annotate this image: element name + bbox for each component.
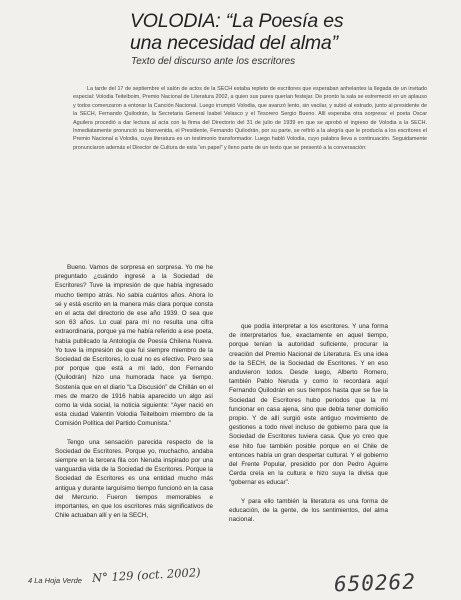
title-line-1: VOLODIA: “La Poesía es (130, 10, 344, 32)
left-column (55, 263, 213, 529)
title-line-2: una necesidad del alma” (130, 32, 338, 54)
right-paragraph-1: que podía interpretar a los escritores. Y una forma de interpretarlos fue, exactamente en aquel tiempo, porque tenían la autoridad suficiente, procurar la creación del Premio Nacional de Literatura. Es una idea de la SECH, de la Sociedad de Escritores. Y en eso anduvieron todos. Desde luego, Alberto Romero, también Pablo Neruda y como lo recordara aquí Fernando Quilodrán en sus tiempos hasta que se fue la Sociedad de Escritores hubo periodos que la mí funcionar en casa ajena, sino que debía tener domicilio propio. Y de allí surgió este antiguo movimiento de gestiones a todo nivel incluso de gobierno para que la Sociedad de Escritores tuviera casa. Que yo creo que ese hito fue también posible porque en el Chile de entonces había un gran despertar cultural. Y el gobierno del Frente Popular, presidido por don Pedro Aguirre Cerda creía en la cultura e hizo suya la divisa que “gobernar es educar”. (229, 323, 388, 487)
left-paragraph-1: Bueno. Vamos de sorpresa en sorpresa. Yo me he preguntado ¿cuándo ingresé a la Sociedad de Escritores? Tuve la impresión de que había ingresado mucho tiempo atrás. No sabía cuántos años. Ahora lo sé y está escrito en la manera más clara porque consta en el acta del directorio de ese año 1939. O sea que son 63 años. Lo cual para mí no resulta una cifra extraordinaria, porque ya me había referido a ese poeta, había publicado la Antología de Poesía Chilena Nueva. Yo tuve la impresión de que fui siempre miembro de la Sociedad de Escritores, lo cual no es efectivo. Pero sea por porque que está a mi lado, don Fernando (Quilodrán) hizo una humorada hace ya tiempo. Sostenía que en el diario “La Discusión” de Chillán en el mes de marzo de 1916 había aparecido un algo así como la vida social, la noticia siguiente: “Ayer nació en esta ciudad Valentín Volodia Teitelboim miembro de la Comisión Política del Partido Comunista.” (55, 264, 213, 428)
right-paragraph-2: Y para ello también la literatura es una forma de educación, de la gente, de los sentimientos, del alma nacional. (229, 497, 388, 524)
article-title (130, 10, 430, 54)
right-column (229, 322, 388, 533)
intro-paragraph: La tarde del 17 de septiembre el salón de actos de la SECH estaba repleto de escritores que esperaban anhelantes la llegada de un invitado especial: Volodia Teitelboim, Premio Nacional de Literatura 2002, a quien sus pares querían festejar. De pronto la sala se estremeció en un aplauso y todos comenzaron a entonar la Canción Nacional. Luego irrumpió Volodia, que avanzó lento, sin vacilar, y subió al estrado, junto al presidente de la SECH, Fernando Quilodrán, la Secretaria General Isabel Velasco y el Tesorero Sergio Bueno. Allí esperaba otra sorpresa: el poeta Oscar Aguilera procedió a dar lectura al acta con la firma del Directorio del 31 de julio de 1939 en que se aprobó el ingreso de Volodia a la SECH. Inmediatamente pronunció su bienvenida, el Presidente, Fernando Quilodrán, por su parte, se refirió a la alegría que le producía a los escritores el Premio Nacional a Volodia, cuya literatura es un testimonio transformador. Luego habló Volodia, cuyo palabra lleva a continuación. Seguidamente pronunciaron además el Director de Cultura de esta “en papel” y lleno parte de un texto que se presentó a la conversación: (73, 86, 427, 151)
publication-source: 4 La Hoja Verde (28, 576, 82, 585)
left-paragraph-2: Tengo una sensación parecida respecto de la Sociedad de Escritores. Porque yo, muchacho, andaba siempre en la tercera fila con Neruda inspirado por una vanguardia vida de la Sociedad de Escritores. Porque la Sociedad de Escritores es una entidad mucho más antigua y durante larguísimo tiempo funcionó en la casa del Mercurio. Fueron tiempos memorables e importantes, en que los escritores más significativos de Chile actuaban allí y en la SECH, (55, 438, 213, 520)
handwritten-issue-note: N° 129 (oct. 2002) (91, 565, 201, 585)
catalog-number-stamp: 650262 (333, 569, 417, 597)
article-subtitle: Texto del discurso ante los escritores (131, 56, 296, 67)
